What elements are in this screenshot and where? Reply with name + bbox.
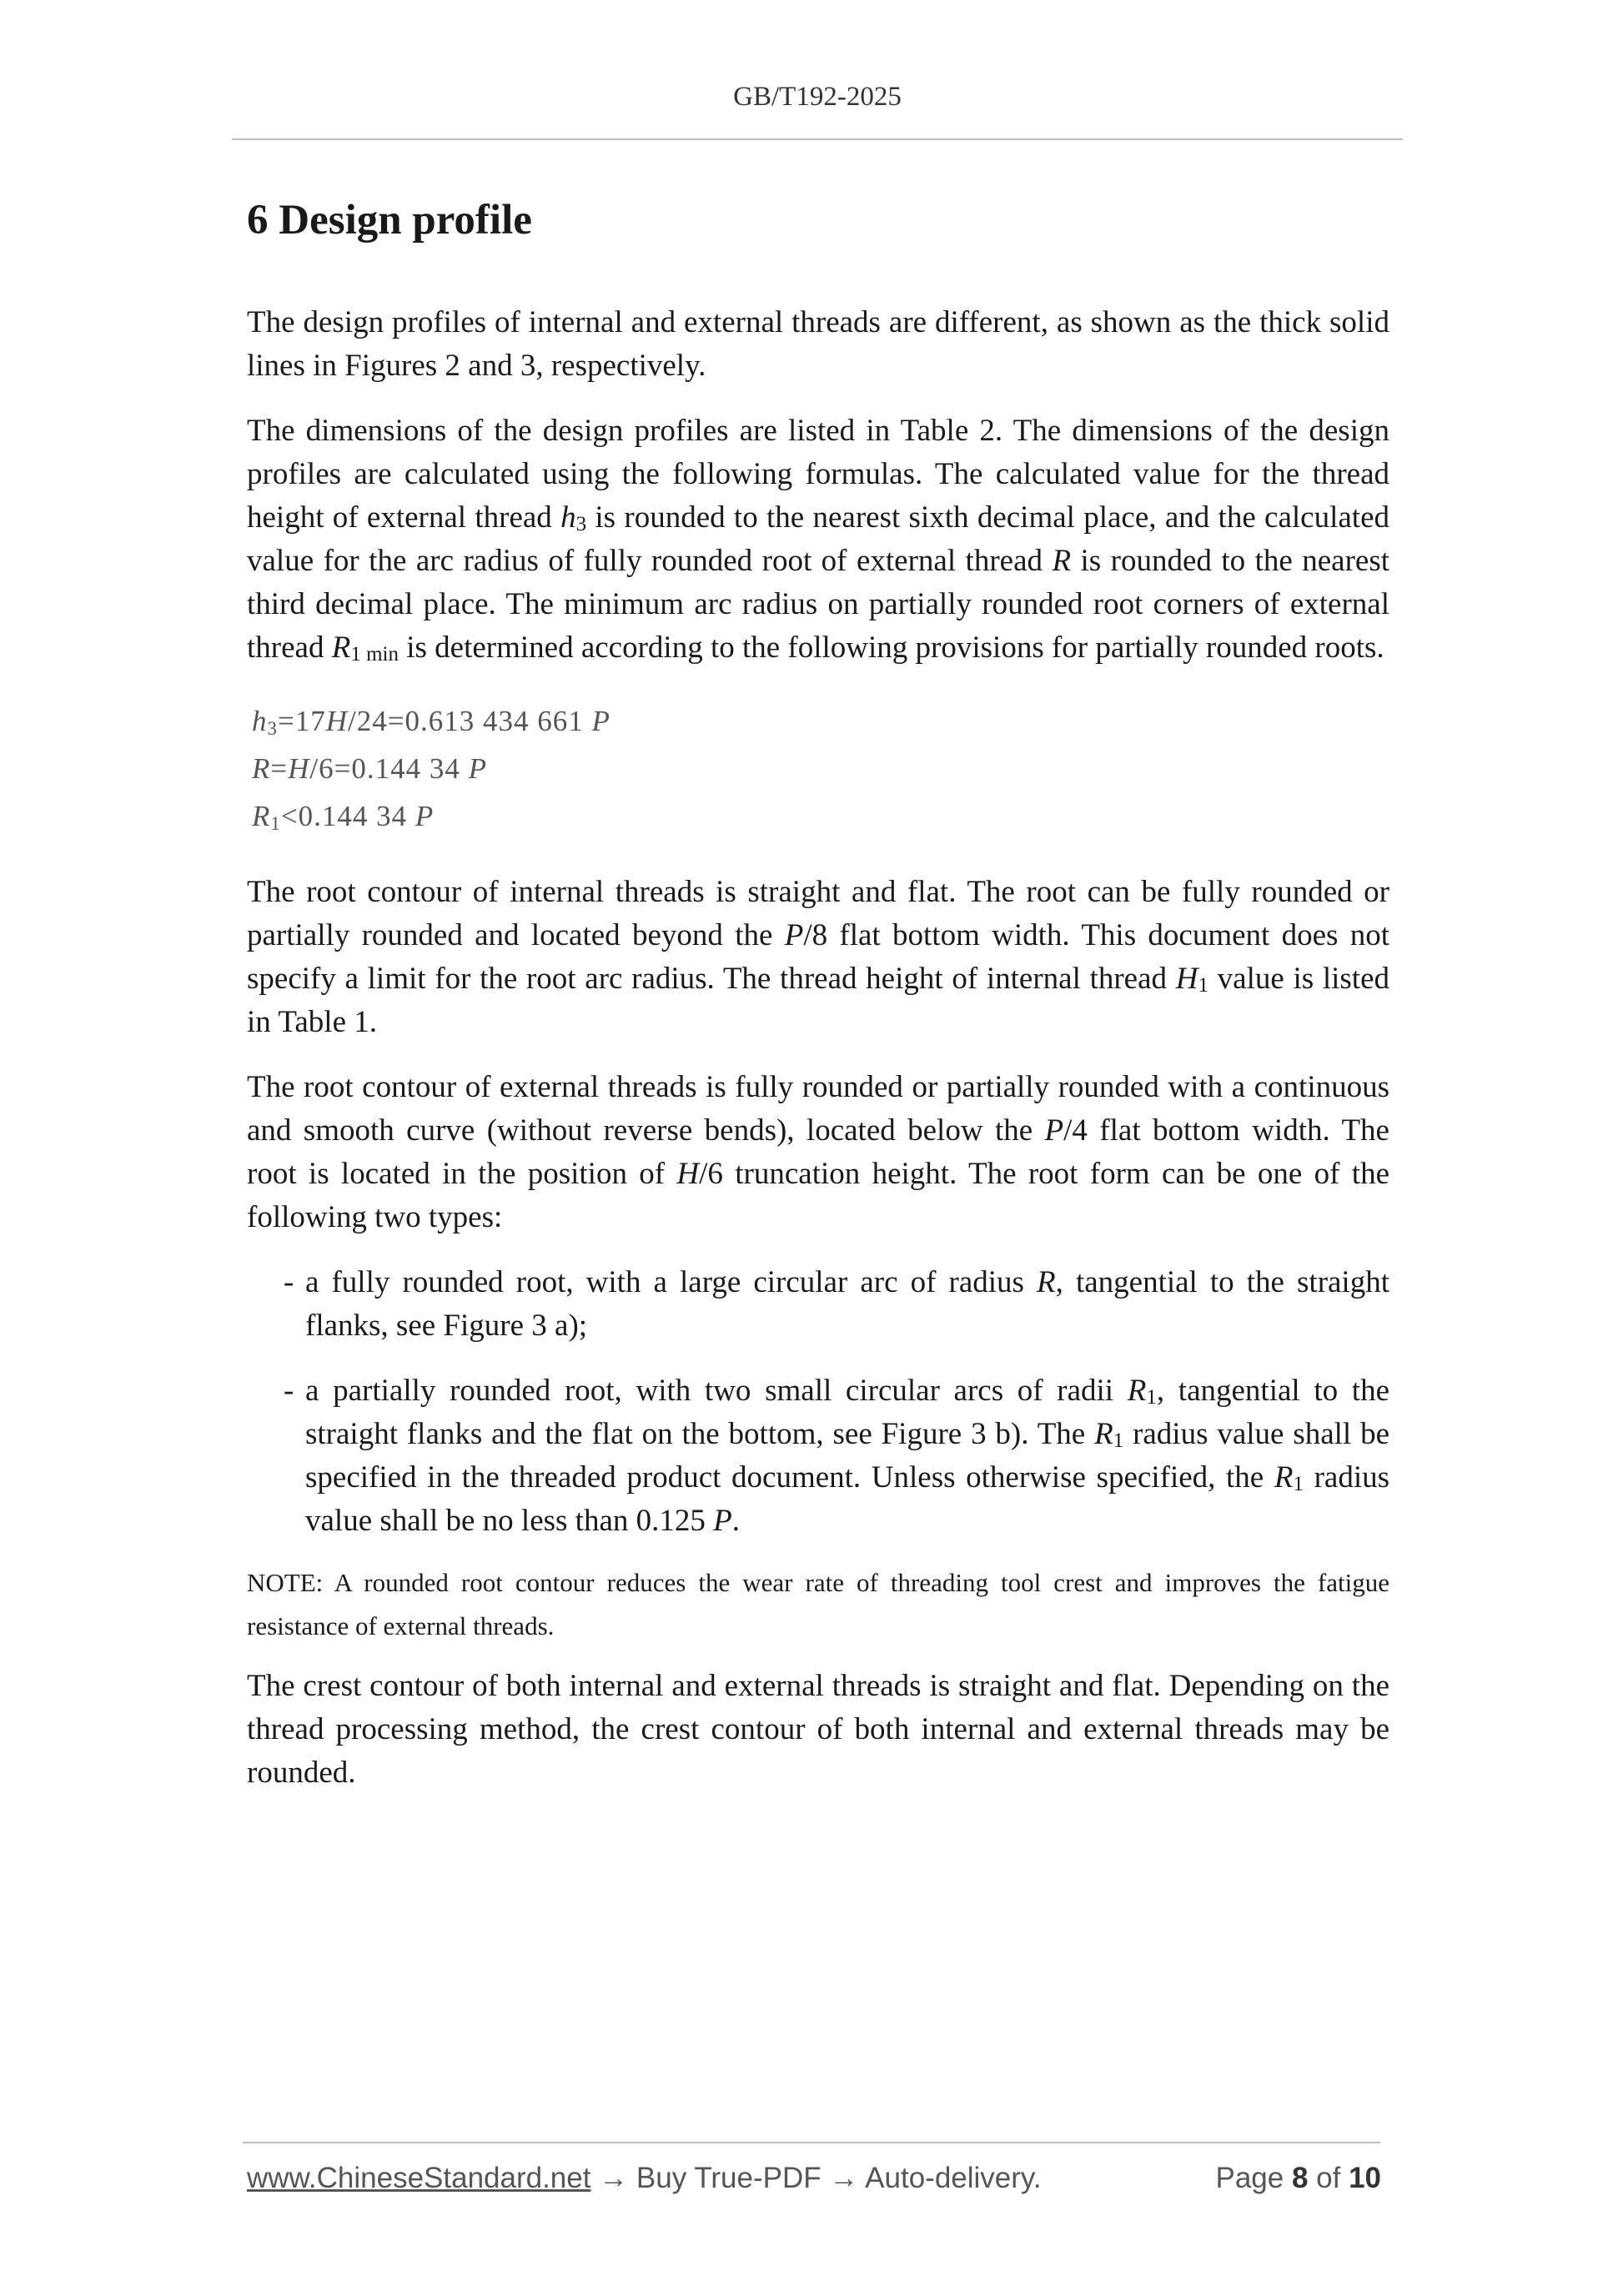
text-run: . xyxy=(731,1504,740,1538)
symbol-H: H xyxy=(676,1157,700,1191)
formula-symbol: P xyxy=(591,705,611,737)
page-total: 10 xyxy=(1349,2162,1381,2194)
symbol-R: R xyxy=(1052,544,1072,578)
paragraph-internal-root xyxy=(247,871,1389,1044)
symbol-R1: R xyxy=(331,631,351,665)
symbol-R1: R xyxy=(1094,1417,1113,1451)
formula-text: <0.144 34 xyxy=(280,800,415,832)
formula-R1 xyxy=(252,792,1389,840)
paragraph-crest: The crest contour of both internal and external threads is straight and flat. Depending on the thread processing method, the crest contour of both internal and external threads may be rounded. xyxy=(247,1669,1389,1790)
text-run: is rounded to the nearest third decimal place. The minimum arc radius on partially rounded root corners of external thread xyxy=(247,544,1389,665)
list-item-partially-rounded xyxy=(247,1369,1389,1543)
text-run: , tangential to the straight flanks, see Figure 3 a); xyxy=(305,1265,1389,1343)
page-number xyxy=(1215,2162,1381,2195)
symbol-P: P xyxy=(713,1504,732,1538)
subscript: 1 xyxy=(1146,1386,1157,1409)
symbol-R1: R xyxy=(1274,1460,1294,1495)
subscript: 1 xyxy=(1293,1473,1304,1495)
subscript: 1 xyxy=(1198,974,1208,997)
page-label: Page xyxy=(1215,2162,1292,2194)
formula-symbol: R xyxy=(252,752,271,785)
text-run: The root contour of internal threads is straight and flat. The root can be fully rounded or partially rounded and located beyond the xyxy=(247,875,1389,952)
formula-symbol: P xyxy=(415,800,435,832)
footer-promo xyxy=(247,2162,1042,2195)
symbol-h: h xyxy=(560,500,576,535)
list-item-fully-rounded xyxy=(247,1261,1389,1348)
formula-symbol: h xyxy=(252,705,268,737)
text-run: radius value shall be specified in the threaded product document. Unless otherwise specified, the xyxy=(305,1417,1389,1495)
text-run: is rounded to the nearest sixth decimal place, and the calculated value for the arc radius of fully rounded root of external thread xyxy=(247,500,1389,578)
formula-subscript: 1 xyxy=(270,813,281,834)
text-run: a fully rounded root, with a large circular arc of radius xyxy=(305,1265,1038,1299)
header-divider xyxy=(232,138,1403,140)
paragraph-intro: The design profiles of internal and external threads are different, as shown as the thick solid lines in Figures 2 and 3, respectively. xyxy=(247,305,1389,383)
page-content xyxy=(247,192,1389,1795)
symbol-R1: R xyxy=(1127,1374,1147,1408)
text-run: value is listed in Table 1. xyxy=(247,962,1389,1039)
footer-divider xyxy=(243,2142,1380,2143)
formula-symbol: R xyxy=(252,800,271,832)
formula-symbol: H xyxy=(288,752,310,785)
text-run: /4 flat bottom width. The root is located in the position of xyxy=(247,1113,1389,1191)
text-run: radius value shall be no less than 0.125 xyxy=(305,1460,1389,1538)
text-run: , tangential to the straight flanks and the flat on the bottom, see Figure 3 b). The xyxy=(305,1374,1389,1451)
text-run: is determined according to the following provisions for partially rounded roots. xyxy=(398,631,1384,665)
promo-text: → Buy True-PDF → Auto-delivery. xyxy=(590,2162,1042,2194)
symbol-H: H xyxy=(1175,962,1198,996)
formula-text: /24=0.613 434 661 xyxy=(348,705,592,737)
root-form-list xyxy=(247,1261,1389,1543)
section-heading: 6 Design profile xyxy=(247,197,532,244)
paragraph-dimensions xyxy=(247,409,1389,670)
formula-text: =17 xyxy=(278,705,326,737)
formula-h3 xyxy=(252,697,1389,745)
formula-block xyxy=(252,697,1389,840)
subscript: 1 min xyxy=(350,643,399,666)
list-dash: - xyxy=(284,1374,294,1408)
formula-R xyxy=(252,745,1389,792)
text-run: /8 flat bottom width. This document does not specify a limit for the root arc radius. The thread height of internal thread xyxy=(247,918,1390,996)
formula-text: /6=0.144 34 xyxy=(309,752,469,785)
subscript: 3 xyxy=(575,513,587,535)
formula-text: = xyxy=(270,752,289,785)
formula-symbol: P xyxy=(468,752,488,785)
symbol-P: P xyxy=(784,918,804,952)
page-of-label: of xyxy=(1308,2162,1349,2194)
note: NOTE: A rounded root contour reduces the wear rate of threading tool crest and improves the fatigue resistance of external threads. xyxy=(247,1568,1389,1640)
formula-subscript: 3 xyxy=(267,718,278,739)
symbol-P: P xyxy=(1044,1113,1064,1148)
paragraph-external-root xyxy=(247,1066,1389,1239)
list-dash: - xyxy=(284,1265,294,1299)
page-header: GB/T192-2025 xyxy=(733,82,902,112)
symbol-R: R xyxy=(1037,1265,1056,1299)
text-run: /6 truncation height. The root form can be one of the following two types: xyxy=(247,1157,1389,1234)
subscript: 1 xyxy=(1113,1429,1124,1452)
text-run: a partially rounded root, with two small circular arcs of radii xyxy=(305,1374,1128,1408)
formula-symbol: H xyxy=(325,705,349,737)
page-current: 8 xyxy=(1291,2162,1309,2194)
text-run: The root contour of external threads is fully rounded or partially rounded with a continuous and smooth curve (without reverse bends), located below the xyxy=(247,1070,1389,1148)
text-run: The dimensions of the design profiles are listed in Table 2. The dimensions of the design profiles are calculated using the following formulas. The calculated value for the thread height of external thread xyxy=(247,414,1389,535)
site-link[interactable]: www.ChineseStandard.net xyxy=(247,2162,591,2194)
